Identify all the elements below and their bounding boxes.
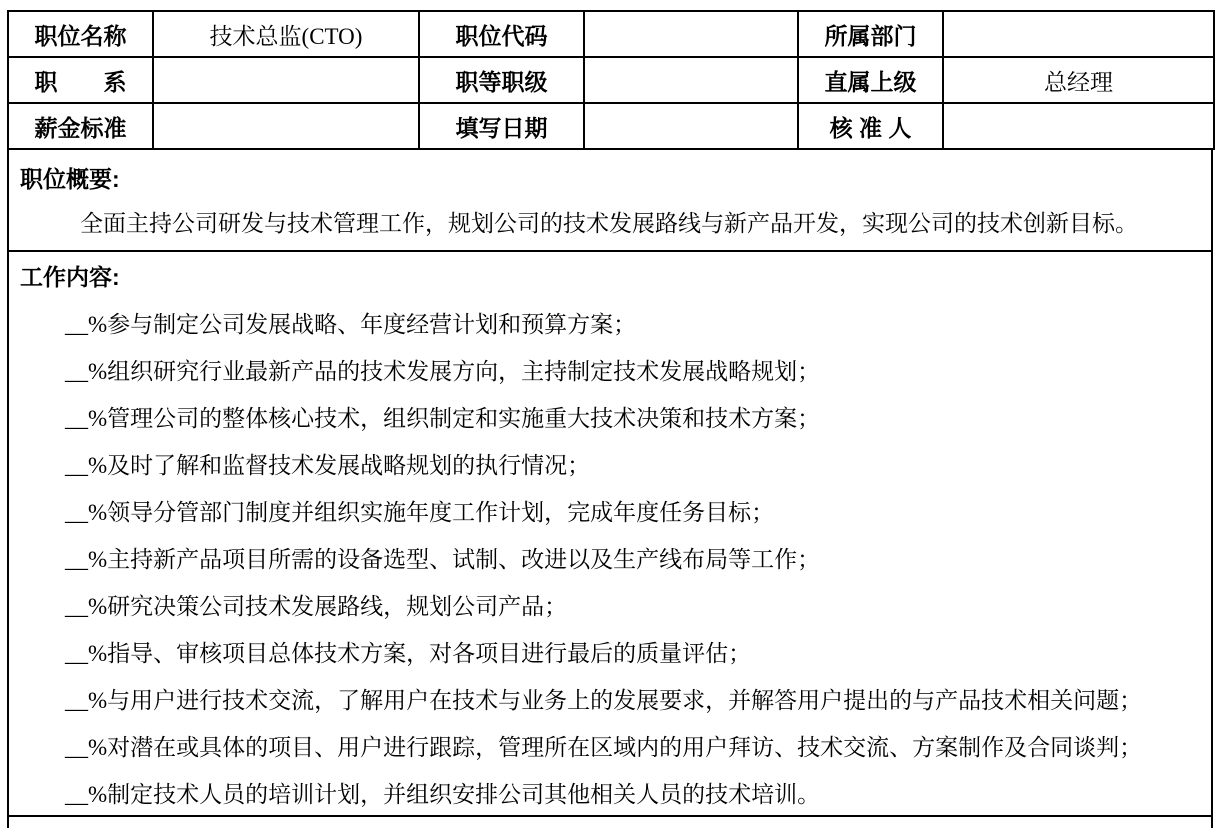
header-row-1 [8,11,1214,57]
field-value-job-grade[interactable] [584,57,798,103]
field-label-department: 所属部门 [798,11,943,57]
duties-title: 工作内容: [20,264,120,290]
field-label-job-grade: 职等职级 [419,57,584,103]
summary-text: 全面主持公司研发与技术管理工作，规划公司的技术发展路线与新产品开发，实现公司的技术创新目标。 [80,211,1138,236]
header-row-3 [8,103,1214,149]
field-label-fill-date: 填写日期 [419,103,584,149]
field-value-approver[interactable] [943,103,1214,149]
duty-item: __%研究决策公司技术发展路线，规划公司产品； [65,594,568,619]
duty-item: __%制定技术人员的培训计划，并组织安排公司其他相关人员的技术培训。 [65,782,821,807]
duty-item: __%管理公司的整体核心技术，组织制定和实施重大技术决策和技术方案； [65,406,821,431]
field-label-direct-superior: 直属上级 [798,57,943,103]
document-frame [7,10,1213,828]
header-row-2 [8,57,1214,103]
field-value-direct-superior[interactable]: 总经理 [943,57,1214,103]
duty-item: __%参与制定公司发展战略、年度经营计划和预算方案； [65,312,637,337]
field-label-position-code: 职位代码 [419,11,584,57]
duty-item: __%指导、审核项目总体技术方案，对各项目进行最后的质量评估； [65,641,752,666]
field-label-salary-standard: 薪金标准 [8,103,153,149]
summary-title: 职位概要: [20,166,120,192]
field-label-position-name: 职位名称 [8,11,153,57]
duty-item: __%对潜在或具体的项目、用户进行跟踪，管理所在区域内的用户拜访、技术交流、方案制作及合同谈判； [65,735,1143,760]
field-label-job-family: 职 系 [8,57,153,103]
field-value-position-name[interactable]: 技术总监(CTO) [153,11,419,57]
field-value-fill-date[interactable] [584,103,798,149]
field-value-salary-standard[interactable] [153,103,419,149]
duty-item: __%及时了解和监督技术发展战略规划的执行情况； [65,453,591,478]
next-section-divider [7,815,1213,828]
summary-section [7,148,1213,252]
duty-item: __%与用户进行技术交流，了解用户在技术与业务上的发展要求，并解答用户提出的与产品技术相关问题； [65,688,1143,713]
duty-item: __%主持新产品项目所需的设备选型、试制、改进以及生产线布局等工作； [65,547,821,572]
duty-list [9,301,1211,818]
field-label-approver: 核 准 人 [798,103,943,149]
field-value-position-code[interactable] [584,11,798,57]
field-value-job-family[interactable] [153,57,419,103]
duty-item: __%组织研究行业最新产品的技术发展方向，主持制定技术发展战略规划； [65,359,821,384]
header-table [7,10,1215,150]
field-value-department[interactable] [943,11,1214,57]
duties-section [7,250,1213,817]
duty-item: __%领导分管部门制度并组织实施年度工作计划，完成年度任务目标； [65,500,775,525]
